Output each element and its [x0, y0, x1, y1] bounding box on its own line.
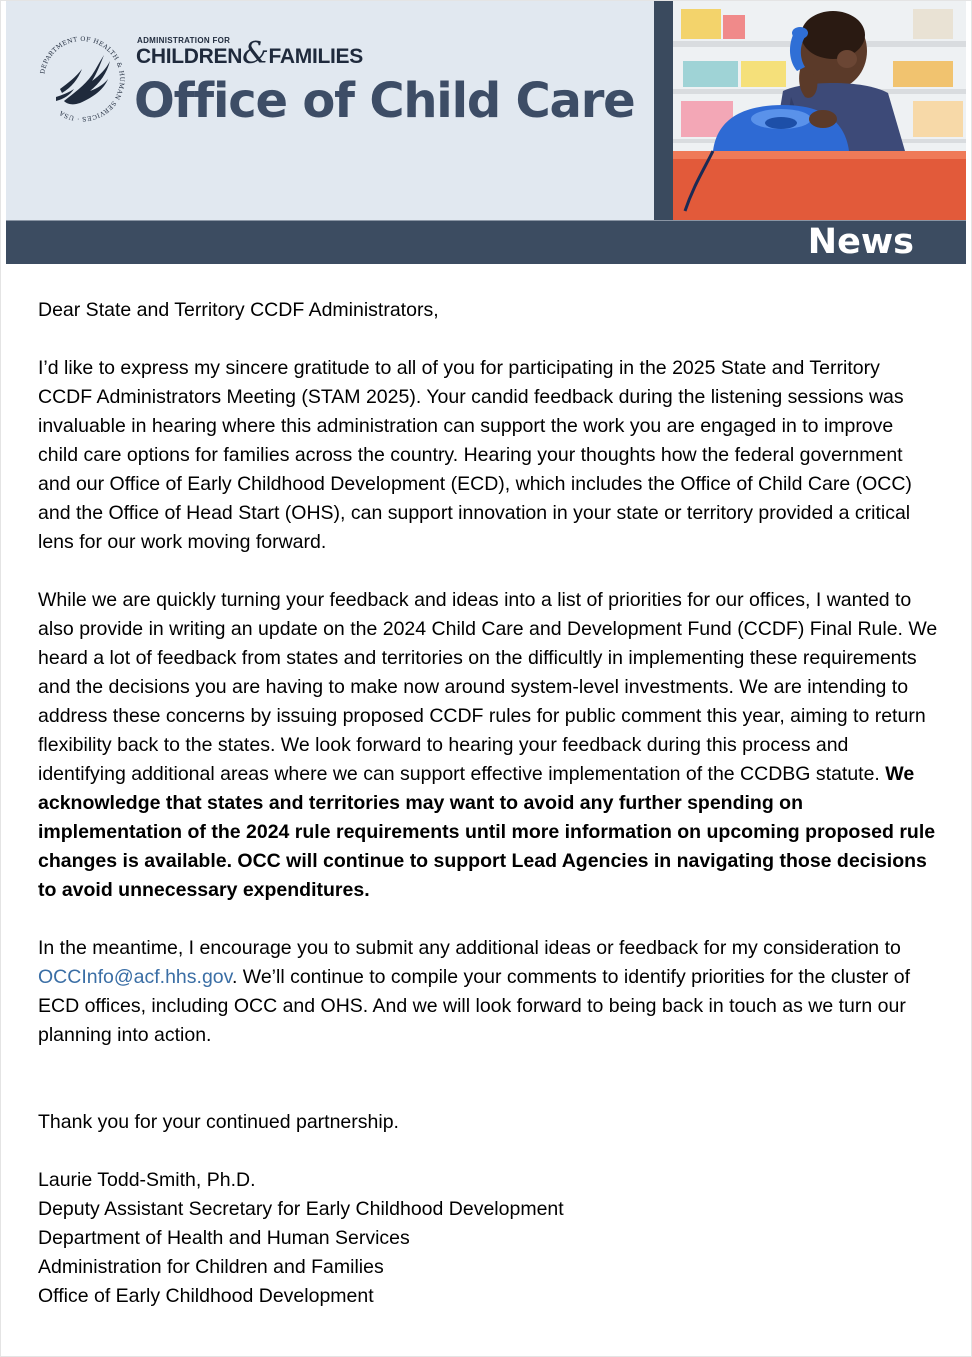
- agency-name-right: FAMILIES: [268, 45, 363, 68]
- signature-department: Department of Health and Human Services: [38, 1227, 410, 1249]
- spending-notice-bold: We acknowledge that states and territories may want to avoid any further spending on implementation of the 2024 rule requirements until more information on upcoming proposed rule changes is available. OCC will continue to support Lead Agencies in navigating those decisions to avoid unnecessary expenditures.: [38, 763, 936, 901]
- office-title: Office of Child Care: [134, 73, 635, 129]
- final-rule-text: While we are quickly turning your feedback and ideas into a list of priorities for our offices, I wanted to also provide in writing an update on the 2024 Child Care and Development Fund (CCDF) Final Rule. We heard a lot of feedback from states and territories on the difficultly in implementing these requirements and the decisions you are having to make now around system-level investments. We are intending to address these concerns by issuing proposed CCDF rules for public comment this year, aiming to return flexibility back to the states. We look forward to hearing your feedback during this process and identifying additional areas where we can support effective implementation of the CCDBG statute.: [38, 589, 938, 785]
- occ-info-email-link[interactable]: OCCInfo@acf.hhs.gov: [38, 966, 232, 988]
- signature-office: Office of Early Childhood Development: [38, 1285, 374, 1307]
- hhs-seal-icon: [34, 31, 130, 127]
- blank-line: [38, 1079, 938, 1108]
- child-with-telephone-photo: [673, 1, 966, 220]
- feedback-text-after: . We’ll continue to compile your comments to identify priorities for the cluster of ECD offices, including OCC and OHS. And we will look forward to being back in touch as we turn our planning into action.: [38, 966, 911, 1046]
- news-label: News: [807, 222, 914, 262]
- closing-line: Thank you for your continued partnership.: [38, 1111, 399, 1133]
- banner-divider: [654, 1, 673, 220]
- paragraph-final-rule-update: [38, 586, 938, 905]
- seal-lettering: DEPARTMENT OF HEALTH & HUMAN SERVICES · USA: [39, 35, 126, 123]
- salutation: Dear State and Territory CCDF Administrators,: [38, 299, 439, 321]
- signature-title: Deputy Assistant Secretary for Early Childhood Development: [38, 1198, 564, 1220]
- signature-name: Laurie Todd-Smith, Ph.D.: [38, 1169, 256, 1191]
- newsletter-banner: [6, 1, 966, 220]
- agency-name-left: CHILDREN: [136, 45, 243, 68]
- svg-text:DEPARTMENT OF HEALTH & HUMAN S: [39, 36, 125, 122]
- agency-ampersand: &: [242, 36, 269, 71]
- feedback-text-before: In the meantime, I encourage you to submit any additional ideas or feedback for my consideration to: [38, 937, 901, 959]
- signature-block: [38, 1166, 938, 1311]
- signature-administration: Administration for Children and Families: [38, 1256, 384, 1278]
- paragraph-gratitude: I’d like to express my sincere gratitude to all of you for participating in the 2025 State and Territory CCDF Administrators Meeting (STAM 2025). Your candid feedback during the listening sessions was invaluable in hearing where this administration can support the work you are engaged in to improve child care options for families across the country. Hearing your thoughts how the federal government and our Office of Early Childhood Development (ECD), which includes the Office of Child Care (OCC) and the Office of Head Start (OHS), can support innovation in your state or territory provided a critical lens for our work moving forward.: [38, 357, 912, 553]
- agency-prefix: ADMINISTRATION FOR: [137, 36, 231, 45]
- paragraph-feedback-request: [38, 934, 938, 1050]
- news-bar: [6, 220, 966, 264]
- letter-body: [38, 296, 938, 1311]
